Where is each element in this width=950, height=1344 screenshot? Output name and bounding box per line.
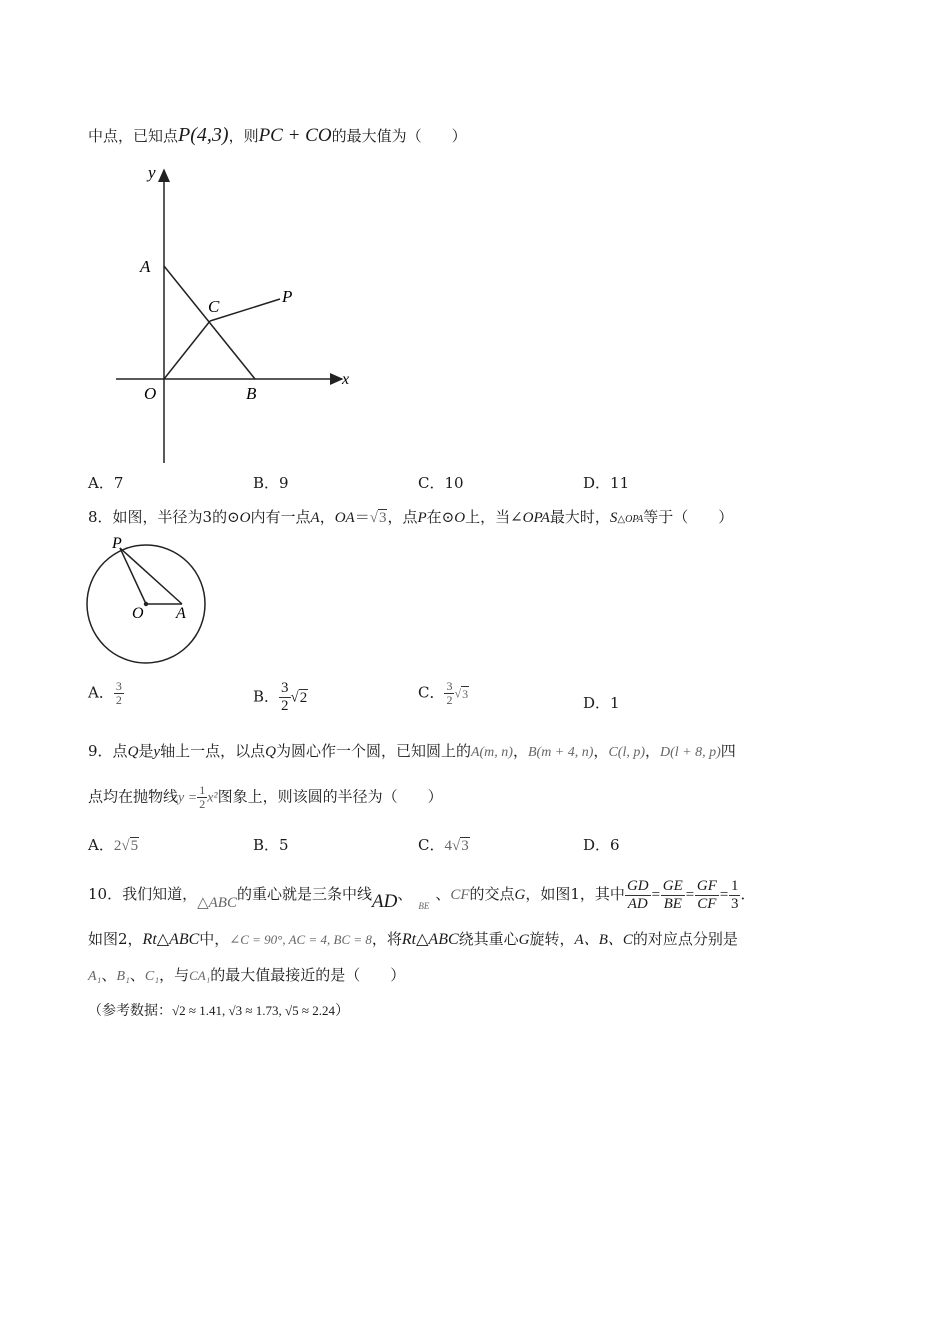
- label-o: O: [132, 605, 144, 622]
- label-c: C: [208, 297, 220, 316]
- sqrt-3: √3: [369, 510, 387, 526]
- q10-stem-line3: A₁、B₁、C₁，与CA₁的最大值最接近的是（ ）: [88, 966, 406, 984]
- q8-option-b: B． $\frac{3}{2}$ √2: [253, 680, 308, 714]
- expr-pc-co: PC + CO: [258, 125, 332, 146]
- q9-stem-line2: 点均在抛物线y = $\frac{1}{2}$ x²图象上，则该圆的半径为（ ）: [88, 783, 443, 811]
- q10-reference: （参考数据：√2 ≈ 1.41, √3 ≈ 1.73, √5 ≈ 2.24）: [88, 1003, 350, 1019]
- q7-option-b: B．9: [253, 474, 289, 492]
- q7-option-a: A．7: [88, 474, 124, 492]
- q10-stem-line1: 10．我们知道，△ABC的重心就是三条中线AD、$_{BE}$、CF的交点G，如图1，其中 $\frac{GD}{AD}$ = $\frac{GE}{BE}$ = $\frac{GF}{CF}$ = $\frac{1}{3}$ ．: [88, 877, 756, 912]
- label-o: O: [144, 384, 157, 403]
- label-y: y: [148, 163, 156, 182]
- q9-option-a: A．2√5: [88, 836, 139, 854]
- q7-figure: [110, 160, 370, 466]
- q9-stem-line1: 9．点Q是y轴上一点，以点Q为圆心作一个圆，已知圆上的A(m, n)，B(m + 4, n)，C(l, p)，D(l + 8, p)四: [88, 742, 736, 760]
- label-p: P: [112, 535, 122, 552]
- q7-stem: 中点，已知点P(4,3)，则PC + CO的最大值为（ ）: [88, 124, 467, 146]
- label-x: x: [342, 371, 350, 388]
- label-a: A: [140, 257, 151, 276]
- q9-option-b: B．5: [253, 836, 289, 854]
- q9-option-c: C．4√3: [418, 836, 469, 854]
- q7-option-d: D．11: [583, 474, 630, 492]
- label-a: A: [176, 605, 186, 622]
- q8-figure: [80, 530, 220, 670]
- q7-option-c: C．10: [418, 474, 464, 492]
- q8-option-a: A． $\frac{3}{2}$: [88, 679, 122, 707]
- label-p: P: [282, 287, 293, 306]
- q10-stem-line2: 如图2，Rt△ABC中，∠C = 90°, AC = 4, BC = 8，将Rt△ABC绕其重心G旋转，A、B、C的对应点分别是: [88, 930, 738, 948]
- q8-stem: 8．如图，半径为3的⊙O内有一点A，OA＝√3，点P在⊙O上，当∠OPA最大时，S△OPA等于（ ）: [88, 508, 734, 526]
- q8-option-c: C． $\frac{3}{2}$ √3: [418, 679, 469, 707]
- label-b: B: [246, 384, 257, 403]
- point-p: P(4,3): [178, 124, 229, 146]
- q8-option-d: D．1: [583, 694, 620, 712]
- q9-option-d: D．6: [583, 836, 620, 854]
